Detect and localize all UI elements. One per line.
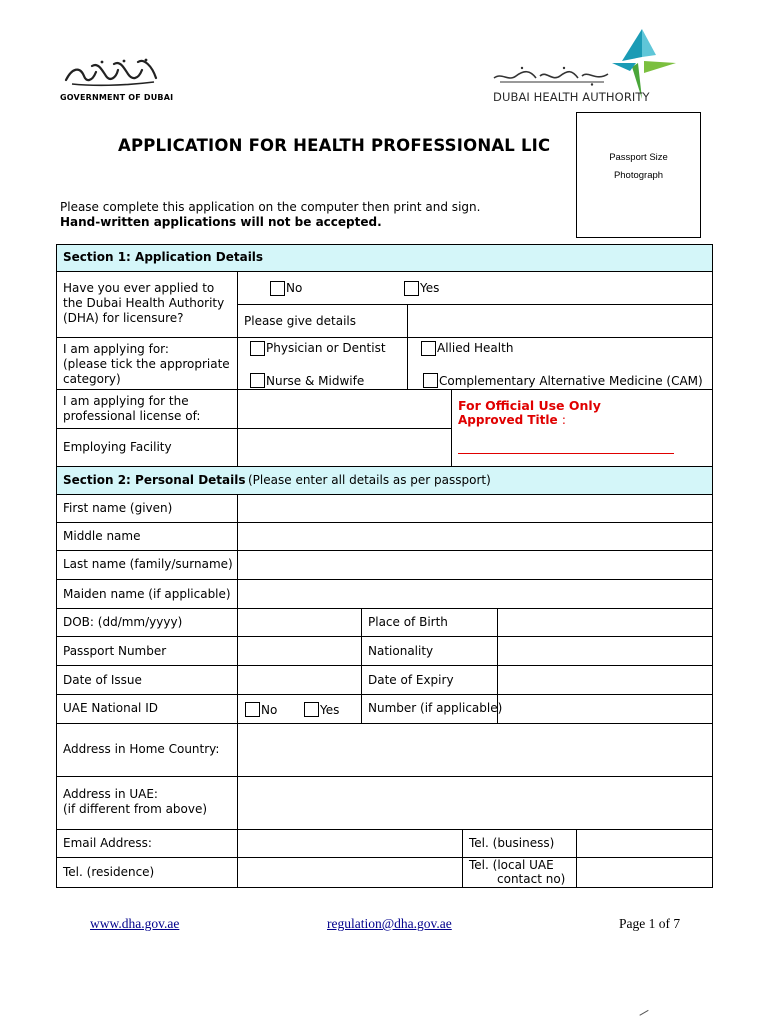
date-of-issue-label: Date of Issue — [63, 673, 142, 687]
dha-name: DUBAI HEALTH AUTHORITY — [493, 90, 650, 104]
nurse-midwife-label: Nurse & Midwife — [266, 374, 365, 388]
tel-residence-label-cell — [56, 857, 238, 888]
address-home-label: Address in Home Country: — [63, 742, 220, 756]
photo-label-line2: Photograph — [613, 170, 664, 181]
middle-name-field[interactable] — [237, 522, 713, 551]
dob-field[interactable] — [237, 608, 362, 637]
approved-title-colon: : — [561, 413, 566, 427]
employing-facility-label: Employing Facility — [63, 440, 172, 454]
applied-before-options-cell — [237, 271, 713, 305]
passport-photo-box — [576, 112, 701, 238]
applying-for-line3: category) — [63, 372, 121, 386]
place-of-birth-label: Place of Birth — [368, 615, 448, 629]
date-of-expiry-field[interactable] — [497, 665, 713, 695]
dob-label-cell — [56, 608, 238, 637]
address-home-field[interactable] — [237, 723, 713, 777]
license-of-field[interactable] — [237, 389, 452, 429]
section2-title: Section 2: Personal Details — [63, 473, 246, 487]
maiden-name-label-cell — [56, 579, 238, 609]
nationality-label: Nationality — [368, 644, 434, 658]
give-details-label-cell — [237, 304, 408, 338]
tel-local-label-cell — [462, 857, 577, 888]
approved-title-label — [458, 413, 566, 428]
national-id-number-label-cell — [361, 694, 503, 724]
cam-checkbox[interactable] — [423, 373, 438, 388]
nationality-field[interactable] — [497, 636, 713, 666]
tel-business-label-cell — [462, 829, 577, 858]
maiden-name-label: Maiden name (if applicable) — [63, 587, 231, 601]
applying-for-options-right — [407, 337, 713, 390]
allied-health-checkbox[interactable] — [421, 341, 436, 356]
applied-before-line1: Have you ever applied to — [63, 281, 215, 295]
instruction-line-1: Please complete this application on the computer then print and sign. — [60, 200, 481, 214]
last-name-label-cell — [56, 550, 238, 580]
dha-arabic-wordmark — [492, 64, 612, 86]
first-name-label-cell — [56, 494, 238, 523]
tel-local-field[interactable] — [576, 857, 713, 888]
employing-facility-field[interactable] — [237, 428, 452, 467]
instruction-line-2: Hand-written applications will not be accepted. — [60, 215, 382, 229]
page-title: APPLICATION FOR HEALTH PROFESSIONAL LIC — [118, 136, 551, 155]
maiden-name-field[interactable] — [237, 579, 713, 609]
tel-business-label: Tel. (business) — [469, 836, 555, 850]
applied-before-line2: the Dubai Health Authority — [63, 296, 225, 310]
cam-label: Complementary Alternative Medicine (CAM) — [439, 374, 703, 388]
section2-header — [56, 466, 713, 495]
date-of-expiry-label-cell — [361, 665, 498, 695]
dha-logo-mark-icon — [608, 27, 678, 99]
first-name-field[interactable] — [237, 494, 713, 523]
give-details-label: Please give details — [244, 314, 356, 328]
dob-label: DOB: (dd/mm/yyyy) — [63, 615, 183, 629]
passport-number-label-cell — [56, 636, 238, 666]
first-name-label: First name (given) — [63, 501, 173, 515]
tel-residence-label: Tel. (residence) — [63, 865, 155, 879]
official-use-heading: For Official Use Only — [458, 398, 601, 413]
last-name-field[interactable] — [237, 550, 713, 580]
email-field[interactable] — [237, 829, 463, 858]
applying-for-label-cell — [56, 337, 238, 390]
license-of-line2: professional license of: — [63, 409, 201, 423]
page-number: Page 1 of 7 — [619, 916, 681, 931]
physician-or-dentist-label: Physician or Dentist — [266, 341, 386, 355]
applying-for-options-left — [237, 337, 408, 390]
nationality-label-cell — [361, 636, 498, 666]
tel-local-line1: Tel. (local UAE — [469, 858, 554, 872]
uae-national-id-label: UAE National ID — [63, 701, 158, 715]
section1-title: Section 1: Application Details — [63, 250, 264, 264]
uae-national-id-options-cell — [237, 694, 362, 724]
national-id-number-label: Number (if applicable) — [368, 701, 503, 715]
section1-header — [56, 244, 713, 272]
address-uae-field[interactable] — [237, 776, 713, 830]
license-of-line1: I am applying for the — [63, 394, 189, 408]
applying-for-line1: I am applying for: — [63, 342, 169, 356]
section2-note: (Please enter all details as per passport) — [248, 473, 491, 487]
tel-business-field[interactable] — [576, 829, 713, 858]
national-id-yes-label: Yes — [320, 703, 340, 717]
date-of-issue-label-cell — [56, 665, 238, 695]
address-uae-line2: (if different from above) — [63, 802, 208, 816]
nurse-midwife-checkbox[interactable] — [250, 373, 265, 388]
national-id-yes-checkbox[interactable] — [304, 702, 319, 717]
allied-health-label: Allied Health — [437, 341, 514, 355]
national-id-no-label: No — [261, 703, 278, 717]
give-details-field[interactable] — [407, 304, 713, 338]
applied-before-label-cell — [56, 271, 238, 338]
applied-before-yes-checkbox[interactable] — [404, 281, 419, 296]
applied-before-line3: (DHA) for licensure? — [63, 311, 184, 325]
place-of-birth-label-cell — [361, 608, 498, 637]
tel-local-line2: contact no) — [497, 872, 566, 886]
employing-facility-label-cell — [56, 428, 238, 467]
middle-name-label-cell — [56, 522, 238, 551]
applied-before-yes-label: Yes — [420, 281, 440, 295]
physician-or-dentist-checkbox[interactable] — [250, 341, 265, 356]
applying-for-line2: (please tick the appropriate — [63, 357, 230, 371]
address-home-label-cell — [56, 723, 238, 777]
tel-residence-field[interactable] — [237, 857, 463, 888]
passport-number-field[interactable] — [237, 636, 362, 666]
gov-name: GOVERNMENT OF DUBAI — [60, 93, 174, 102]
date-of-expiry-label: Date of Expiry — [368, 673, 454, 687]
approved-title-line — [458, 453, 674, 454]
last-name-label: Last name (family/surname) — [63, 557, 233, 571]
government-of-dubai-logo — [60, 52, 174, 107]
license-of-label-cell — [56, 389, 238, 429]
official-use-cell — [451, 389, 713, 467]
email-label: Email Address: — [63, 836, 152, 850]
place-of-birth-field[interactable] — [497, 608, 713, 637]
applied-before-no-checkbox[interactable] — [270, 281, 285, 296]
gov-arabic-calligraphy — [62, 58, 160, 88]
photo-label-line1: Passport Size — [609, 152, 668, 163]
website-link[interactable]: www.dha.gov.ae — [90, 916, 180, 931]
date-of-issue-field[interactable] — [237, 665, 362, 695]
middle-name-label: Middle name — [63, 529, 141, 543]
national-id-number-field[interactable] — [497, 694, 713, 724]
passport-number-label: Passport Number — [63, 644, 167, 658]
footer-mark — [639, 1010, 650, 1019]
applied-before-no-label: No — [286, 281, 303, 295]
approved-title-text: Approved Title — [458, 413, 558, 427]
address-uae-line1: Address in UAE: — [63, 787, 158, 801]
address-uae-label-cell — [56, 776, 238, 830]
email-link[interactable]: regulation@dha.gov.ae — [327, 916, 452, 931]
email-label-cell — [56, 829, 238, 858]
national-id-no-checkbox[interactable] — [245, 702, 260, 717]
uae-national-id-label-cell — [56, 694, 238, 724]
